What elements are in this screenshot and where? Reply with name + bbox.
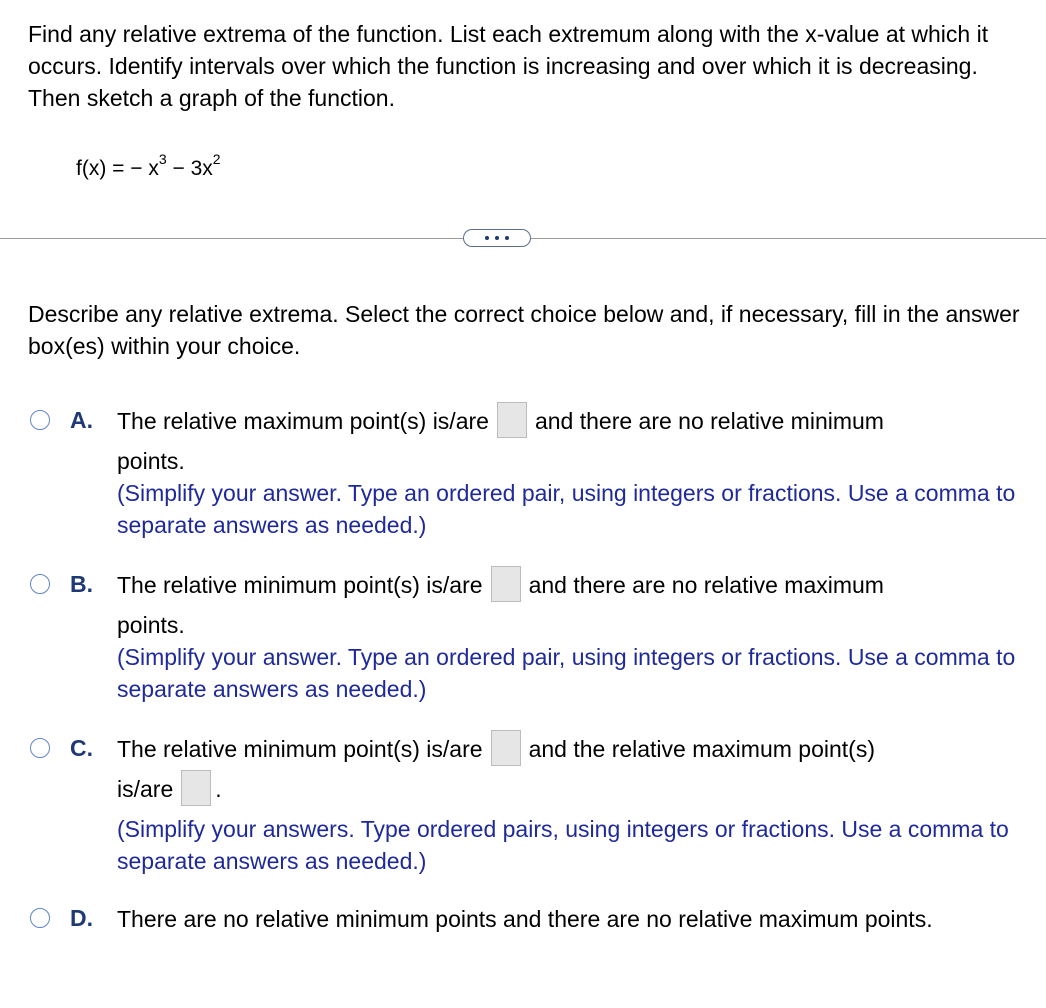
choice-b-text-cont: points. bbox=[117, 612, 185, 638]
formula-exponent-2: 2 bbox=[212, 151, 221, 167]
radio-choice-c[interactable] bbox=[30, 738, 50, 758]
formula-exponent-3: 3 bbox=[158, 151, 167, 167]
choice-c-period: . bbox=[215, 776, 222, 802]
instruction-text: Describe any relative extrema. Select the correct choice below and, if necessary, fill in the answer box(es) within your choice. bbox=[28, 301, 1020, 359]
choice-b-hint: (Simplify your answer. Type an ordered pair, using integers or fractions. Use a comma to separate answers as needed.) bbox=[117, 644, 1016, 702]
function-formula bbox=[76, 146, 221, 185]
answer-box-a[interactable] bbox=[497, 402, 527, 438]
choice-c-text-after: and the relative maximum point(s) bbox=[528, 736, 875, 762]
show-more-button[interactable] bbox=[463, 229, 531, 247]
choice-c-hint: (Simplify your answers. Type ordered pairs, using integers or fractions. Use a comma to separate answers as needed.) bbox=[117, 816, 1009, 874]
formula-lhs: f(x) = − x bbox=[76, 157, 159, 180]
choice-d-text: There are no relative minimum points and there are no relative maximum points. bbox=[117, 906, 933, 932]
choice-a-text: The relative maximum point(s) is/are bbox=[117, 408, 489, 434]
radio-choice-d[interactable] bbox=[30, 908, 50, 928]
choice-a-hint: (Simplify your answer. Type an ordered pair, using integers or fractions. Use a comma to separate answers as needed.) bbox=[117, 480, 1016, 538]
ellipsis-icon bbox=[485, 236, 489, 240]
choice-b-text-after: and there are no relative maximum bbox=[528, 572, 884, 598]
choice-c-text-cont: is/are bbox=[117, 776, 174, 802]
question-text: Find any relative extrema of the function. List each extremum along with the x-value at which it occurs. Identify intervals over which the function is increasing and over which it is decreasing. Then sketch a graph of the function. bbox=[28, 21, 989, 111]
choice-b-letter: B. bbox=[70, 571, 93, 597]
answer-box-b[interactable] bbox=[491, 566, 521, 602]
choice-a-text-cont: points. bbox=[117, 448, 185, 474]
radio-choice-b[interactable] bbox=[30, 574, 50, 594]
answer-box-c-max[interactable] bbox=[181, 770, 211, 806]
answer-box-c-min[interactable] bbox=[491, 730, 521, 766]
choice-b-text: The relative minimum point(s) is/are bbox=[117, 572, 483, 598]
choice-a-text-after: and there are no relative minimum bbox=[534, 408, 884, 434]
choice-a-letter: A. bbox=[70, 407, 93, 433]
formula-term: − 3x bbox=[166, 157, 213, 180]
choice-d-letter: D. bbox=[70, 905, 93, 931]
choice-c-letter: C. bbox=[70, 735, 93, 761]
choice-c-text: The relative minimum point(s) is/are bbox=[117, 736, 483, 762]
radio-choice-a[interactable] bbox=[30, 410, 50, 430]
